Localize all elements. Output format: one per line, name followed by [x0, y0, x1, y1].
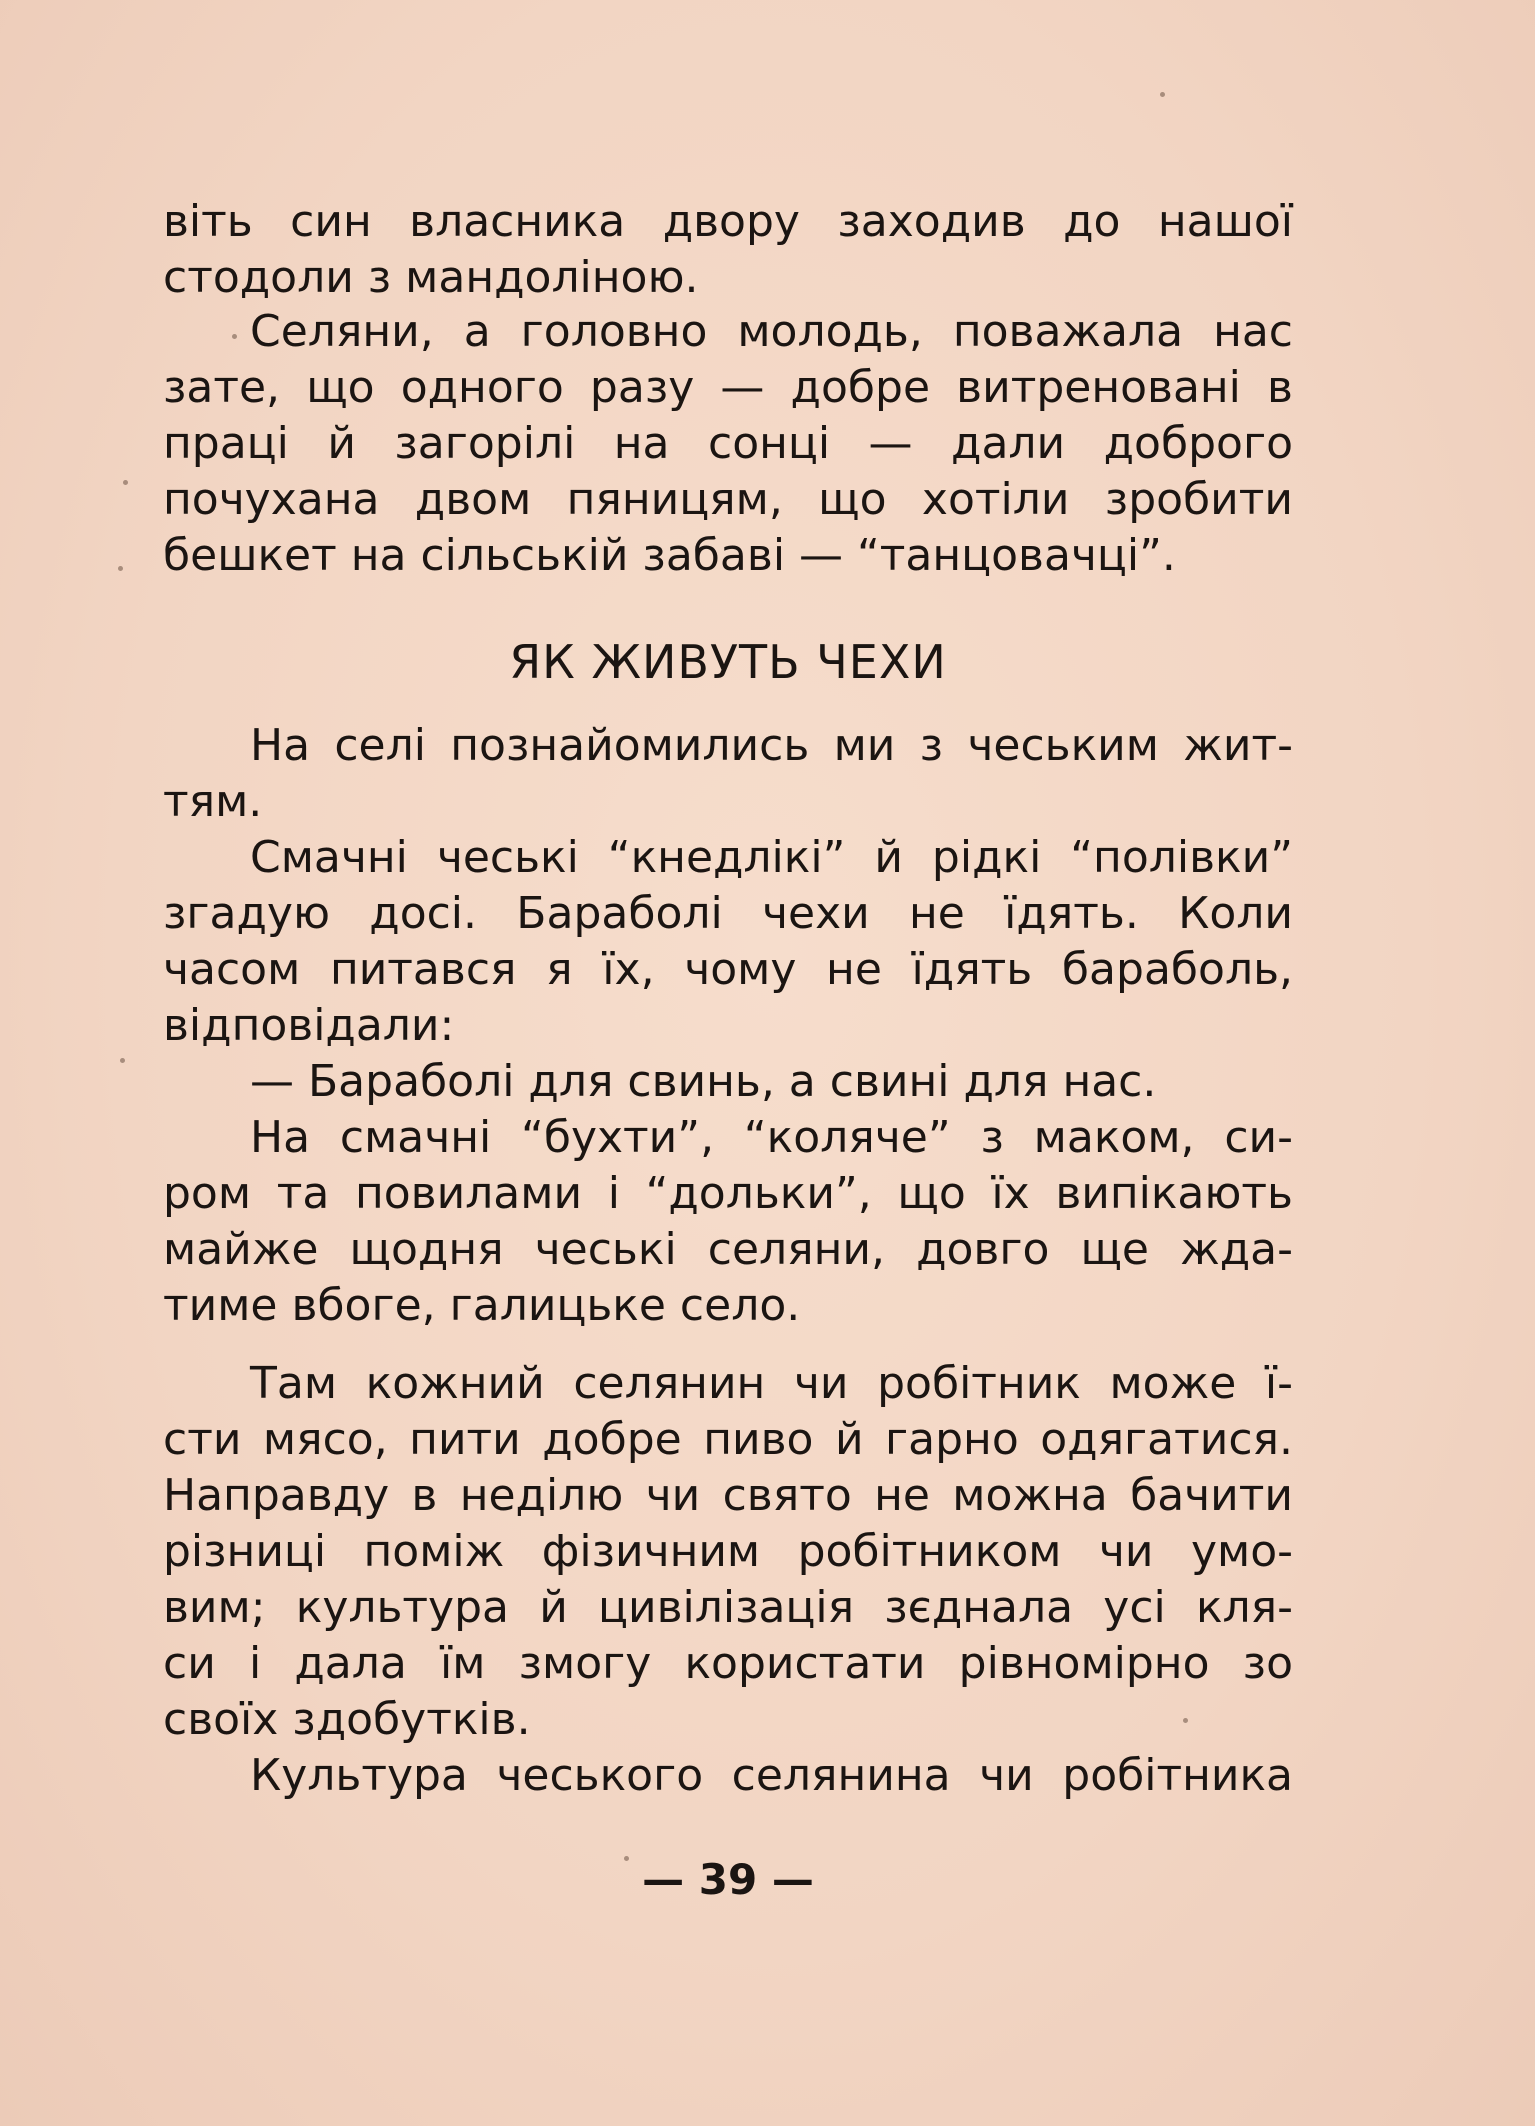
paper-speck [1183, 1718, 1188, 1723]
text-line: На селі познайомились ми з чеським жит- [250, 720, 1293, 771]
text-line: Направду в неділю чи свято не можна бачити [163, 1470, 1293, 1521]
text-line: віть син власника двору заходив до нашої [163, 196, 1293, 247]
text-line: сти мясо, пити добре пиво й гарно одягатися. [163, 1414, 1293, 1465]
text-line: Культура чеського селянина чи робітника [250, 1750, 1293, 1801]
page-number: — 39 — [642, 1855, 814, 1904]
paper-speck [624, 1856, 629, 1861]
paper-speck [120, 1058, 125, 1063]
text-line: бешкет на сільській забаві — “танцовачці”. [163, 530, 1176, 581]
paper-speck [118, 566, 123, 571]
text-line: своїх здобутків. [163, 1694, 531, 1745]
text-line: почухана двом пяницям, що хотіли зробити [163, 474, 1293, 525]
text-line: Смачні чеські “кнедлікі” й рідкі “полівки” [250, 832, 1293, 883]
text-line: На смачні “бухти”, “коляче” з маком, си- [250, 1112, 1293, 1163]
paper-speck [1160, 92, 1165, 97]
text-line: часом питався я їх, чому не їдять бараболь, [163, 944, 1293, 995]
text-line: си і дала їм змогу користати рівномірно зо [163, 1638, 1293, 1689]
text-line: тиме вбоге, галицьке село. [163, 1280, 801, 1331]
text-line: стодоли з мандоліною. [163, 252, 699, 303]
text-line: вим; культура й цивілізація зєднала усі кля- [163, 1582, 1293, 1633]
text-line: — Бараболі для свинь, а свині для нас. [250, 1056, 1157, 1107]
text-line: різниці поміж фізичним робітником чи умо- [163, 1526, 1293, 1577]
text-line: тям. [163, 776, 263, 827]
text-line: майже щодня чеські селяни, довго ще жда- [163, 1224, 1293, 1275]
text-line: Селяни, а головно молодь, поважала нас [250, 306, 1293, 357]
paper-speck [232, 334, 237, 339]
text-line: згадую досі. Бараболі чехи не їдять. Коли [163, 888, 1293, 939]
text-line: праці й загорілі на сонці — дали доброго [163, 418, 1293, 469]
text-line: Там кожний селянин чи робітник може ї- [250, 1358, 1293, 1409]
text-line: ром та повилами і “дольки”, що їх випікають [163, 1168, 1293, 1219]
text-line: зате, що одного разу — добре витреновані в [163, 362, 1293, 413]
paper-speck [123, 480, 128, 485]
text-line: відповідали: [163, 1000, 455, 1051]
section-heading: ЯК ЖИВУТЬ ЧЕХИ [509, 635, 947, 689]
